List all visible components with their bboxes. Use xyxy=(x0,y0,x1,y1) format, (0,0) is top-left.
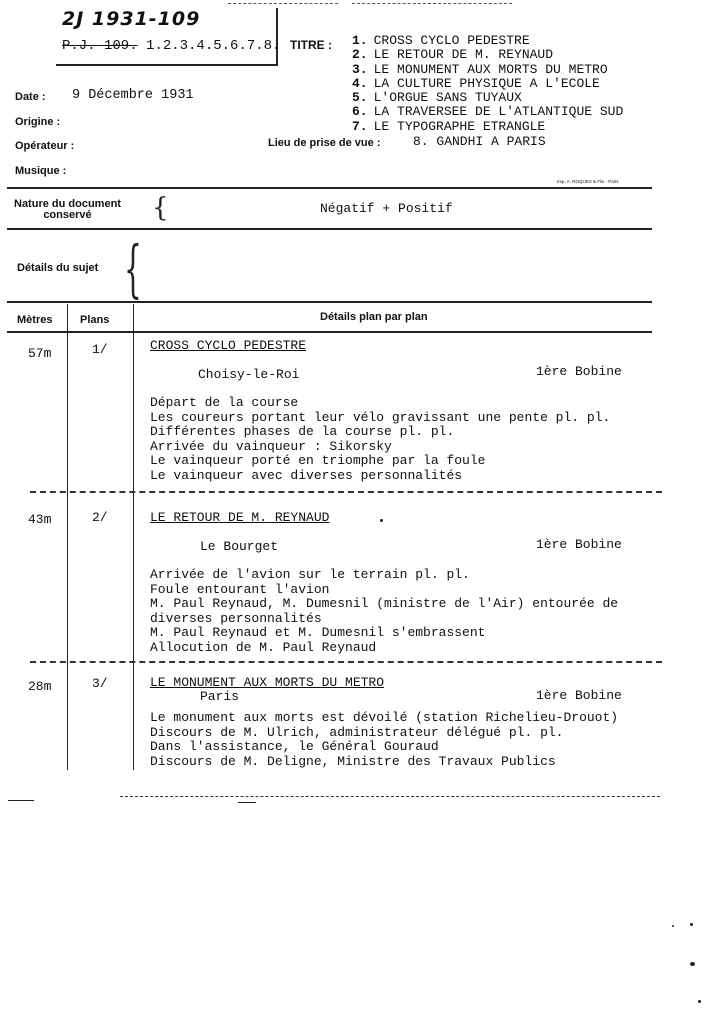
bottom-dash xyxy=(238,802,256,803)
separator-line xyxy=(7,187,652,189)
header-rule xyxy=(7,331,652,333)
title-item: 1. CROSS CYCLO PEDESTRE xyxy=(352,33,530,48)
section-plan: 1/ xyxy=(92,342,108,357)
detail-line: Les coureurs portant leur vélo gravissant une pente pl. pl. xyxy=(150,409,611,425)
title-item: 6. LA TRAVERSEE DE L'ATLANTIQUE SUD xyxy=(352,104,624,120)
section-plan: 2/ xyxy=(92,510,108,525)
bottom-dash xyxy=(8,800,34,801)
operateur-label: Opérateur : xyxy=(15,140,75,152)
column-divider xyxy=(133,304,134,770)
section-divider xyxy=(30,491,662,493)
section-place: Le Bourget xyxy=(200,539,279,554)
date-value: 9 Décembre 1931 xyxy=(72,88,194,103)
title-item: 3. LE MONUMENT AUX MORTS DU METRO xyxy=(352,61,608,77)
printer-mark: Imp. A. ROQUES & Fils - Paris xyxy=(557,179,619,184)
old-reference xyxy=(62,38,280,54)
lieu-value: 8. GANDHI A PARIS xyxy=(413,134,546,149)
lieu-label: Lieu de prise de vue : xyxy=(268,137,381,149)
section-metres: 28m xyxy=(28,679,52,694)
section-place: Paris xyxy=(200,689,240,704)
detail-line: Allocution de M. Paul Reynaud xyxy=(150,639,377,655)
column-divider xyxy=(67,304,68,770)
section-title: LE MONUMENT AUX MORTS DU METRO xyxy=(150,675,385,690)
section-divider xyxy=(30,661,662,663)
separator-line xyxy=(7,301,652,303)
section-reel: 1ère Bobine xyxy=(536,537,622,552)
date-label: Date : xyxy=(15,91,46,103)
origine-label: Origine : xyxy=(15,116,61,128)
top-edge-dash xyxy=(352,3,512,4)
title-item: 5. L'ORGUE SANS TUYAUX xyxy=(352,90,522,106)
section-reel: 1ère Bobine xyxy=(536,364,622,379)
scan-speck xyxy=(690,962,695,966)
scan-speck xyxy=(380,519,383,522)
nature-brace: { xyxy=(152,193,169,223)
section-title: CROSS CYCLO PEDESTRE xyxy=(150,338,307,353)
column-header-details: Détails plan par plan xyxy=(320,311,428,323)
nature-value: Négatif + Positif xyxy=(320,201,453,216)
column-header-plans: Plans xyxy=(80,314,110,326)
detail-line: Le monument aux morts est dévoilé (station Richelieu-Drouot) xyxy=(150,710,619,725)
detail-line: Le vainqueur avec diverses personnalités xyxy=(150,467,463,483)
section-metres: 57m xyxy=(28,346,52,361)
section-place: Choisy-le-Roi xyxy=(198,367,300,382)
detail-line: M. Paul Reynaud et M. Dumesnil s'embrassent xyxy=(150,625,486,641)
details-sujet-label: Détails du sujet xyxy=(17,262,99,274)
title-item: 7. LE TYPOGRAPHE ETRANGLE xyxy=(352,118,546,134)
title-item: 4. LA CULTURE PHYSIQUE A L'ECOLE xyxy=(352,75,600,91)
section-details xyxy=(150,568,618,656)
section-title: LE RETOUR DE M. REYNAUD xyxy=(150,510,330,525)
section-metres: 43m xyxy=(28,512,52,527)
detail-line: M. Paul Reynaud, M. Dumesnil (ministre de l'Air) entourée de xyxy=(150,596,619,612)
detail-line: Foule entourant l'avion xyxy=(150,581,330,597)
detail-line: Départ de la course xyxy=(150,395,299,410)
section-details xyxy=(150,396,610,484)
titre-label: TITRE : xyxy=(290,38,332,52)
detail-line: Discours de M. Deligne, Ministre des Travaux Publics xyxy=(150,753,556,769)
section-plan: 3/ xyxy=(92,676,108,691)
bottom-dash xyxy=(120,796,660,797)
detail-line: Arrivée de l'avion sur le terrain pl. pl. xyxy=(150,567,470,582)
musique-label: Musique : xyxy=(15,165,67,177)
title-item: 2. LE RETOUR DE M. REYNAUD xyxy=(352,47,554,63)
detail-line: Le vainqueur porté en triomphe par la foule xyxy=(150,453,486,469)
detail-line: Dans l'assistance, le Général Gouraud xyxy=(150,739,439,755)
reel-numbers: 1.2.3.4.5.6.7.8. xyxy=(137,38,281,54)
detail-line: Différentes phases de la course pl. pl. xyxy=(150,424,455,440)
handwritten-reference: 2J 1931-109 xyxy=(62,8,201,30)
scan-speck xyxy=(690,923,693,926)
detail-line: Arrivée du vainqueur : Sikorsky xyxy=(150,438,392,454)
detail-line: Discours de M. Ulrich, administrateur délégué pl. pl. xyxy=(150,724,564,740)
struck-reference: P.J. 109. xyxy=(62,38,138,54)
scan-speck xyxy=(698,1000,701,1003)
column-header-metres: Mètres xyxy=(17,314,53,326)
section-details xyxy=(150,711,618,769)
nature-label: Nature du document conservé xyxy=(14,198,121,221)
detail-line: diverses personnalités xyxy=(150,610,322,626)
titles-list xyxy=(352,34,623,134)
scan-speck xyxy=(672,925,674,927)
section-reel: 1ère Bobine xyxy=(536,688,622,703)
top-edge-dash xyxy=(228,3,338,4)
details-sujet-brace: { xyxy=(124,232,142,305)
separator-line xyxy=(7,228,652,230)
